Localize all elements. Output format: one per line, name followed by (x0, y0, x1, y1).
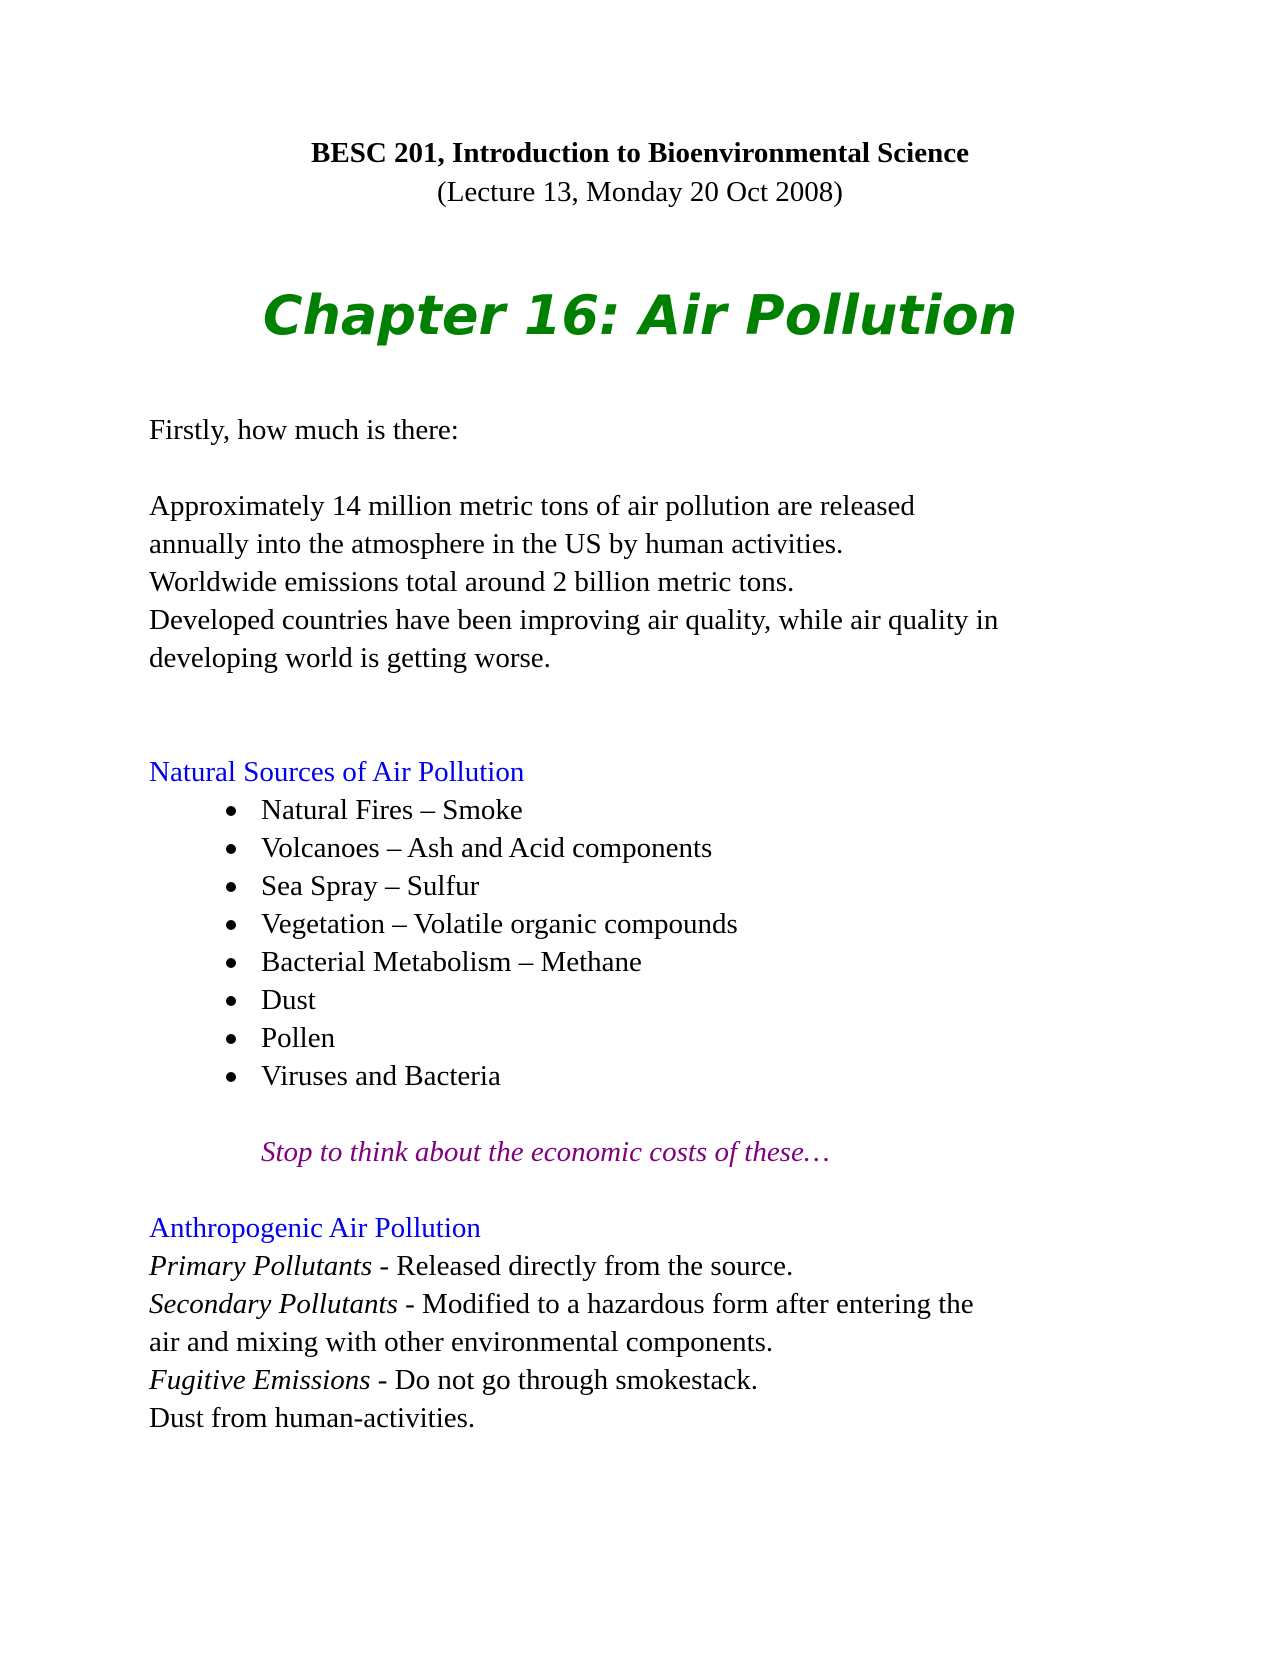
intro-line: Worldwide emissions total around 2 billion metric tons. (149, 566, 795, 598)
think-note: Stop to think about the economic costs of these… (261, 1136, 830, 1168)
course-title: BESC 201, Introduction to Bioenvironmental Science (311, 137, 969, 169)
spacer (149, 677, 1139, 753)
primary-pollutants-line (149, 1247, 1139, 1285)
secondary-pollutants-term: Secondary Pollutants (149, 1288, 398, 1320)
document-body (149, 411, 1139, 1437)
bullet-icon (226, 1072, 236, 1082)
dust-line: Dust from human-activities. (149, 1402, 476, 1434)
spacer (149, 1095, 1139, 1133)
bullet-icon (226, 996, 236, 1006)
list-item-text: Vegetation – Volatile organic compounds (261, 908, 738, 940)
list-item-text: Bacterial Metabolism – Methane (261, 946, 642, 978)
fugitive-emissions-text: - Do not go through smokestack. (370, 1364, 758, 1396)
bullet-icon (226, 1034, 236, 1044)
list-item-text: Sea Spray – Sulfur (261, 870, 480, 902)
natural-sources-list (149, 791, 1139, 1095)
primary-pollutants-text: - Released directly from the source. (372, 1250, 794, 1282)
list-item (149, 791, 1139, 829)
list-item-text: Dust (261, 984, 316, 1016)
bullet-icon (226, 806, 236, 816)
primary-pollutants-term: Primary Pollutants (149, 1250, 373, 1282)
fugitive-emissions-term: Fugitive Emissions (149, 1364, 371, 1396)
secondary-pollutants-line (149, 1285, 1139, 1323)
bullet-icon (226, 844, 236, 854)
list-item (149, 981, 1139, 1019)
bullet-icon (226, 920, 236, 930)
list-item-text: Viruses and Bacteria (261, 1060, 501, 1092)
list-item (149, 943, 1139, 981)
intro-line: Developed countries have been improving air quality, while air quality in (149, 604, 999, 636)
list-item (149, 1057, 1139, 1095)
list-item-text: Natural Fires – Smoke (261, 794, 523, 826)
list-item-text: Pollen (261, 1022, 336, 1054)
list-item-text: Volcanoes – Ash and Acid components (261, 832, 713, 864)
intro-line: annually into the atmosphere in the US by human activities. (149, 528, 844, 560)
list-item (149, 905, 1139, 943)
list-item (149, 1019, 1139, 1057)
chapter-title: Chapter 16: Air Pollution (262, 284, 1018, 347)
spacer (149, 1171, 1139, 1209)
intro-question: Firstly, how much is there: (149, 414, 459, 446)
list-item (149, 829, 1139, 867)
spacer (149, 449, 1139, 487)
natural-sources-heading: Natural Sources of Air Pollution (149, 756, 525, 788)
anthropogenic-heading: Anthropogenic Air Pollution (149, 1212, 481, 1244)
secondary-pollutants-continued: air and mixing with other environmental components. (149, 1326, 774, 1358)
intro-line: developing world is getting worse. (149, 642, 551, 674)
bullet-icon (226, 958, 236, 968)
list-item (149, 867, 1139, 905)
intro-line: Approximately 14 million metric tons of air pollution are released (149, 490, 915, 522)
bullet-icon (226, 882, 236, 892)
secondary-pollutants-text: - Modified to a hazardous form after entering the (397, 1288, 974, 1320)
lecture-info: (Lecture 13, Monday 20 Oct 2008) (437, 176, 843, 208)
fugitive-emissions-line (149, 1361, 1139, 1399)
